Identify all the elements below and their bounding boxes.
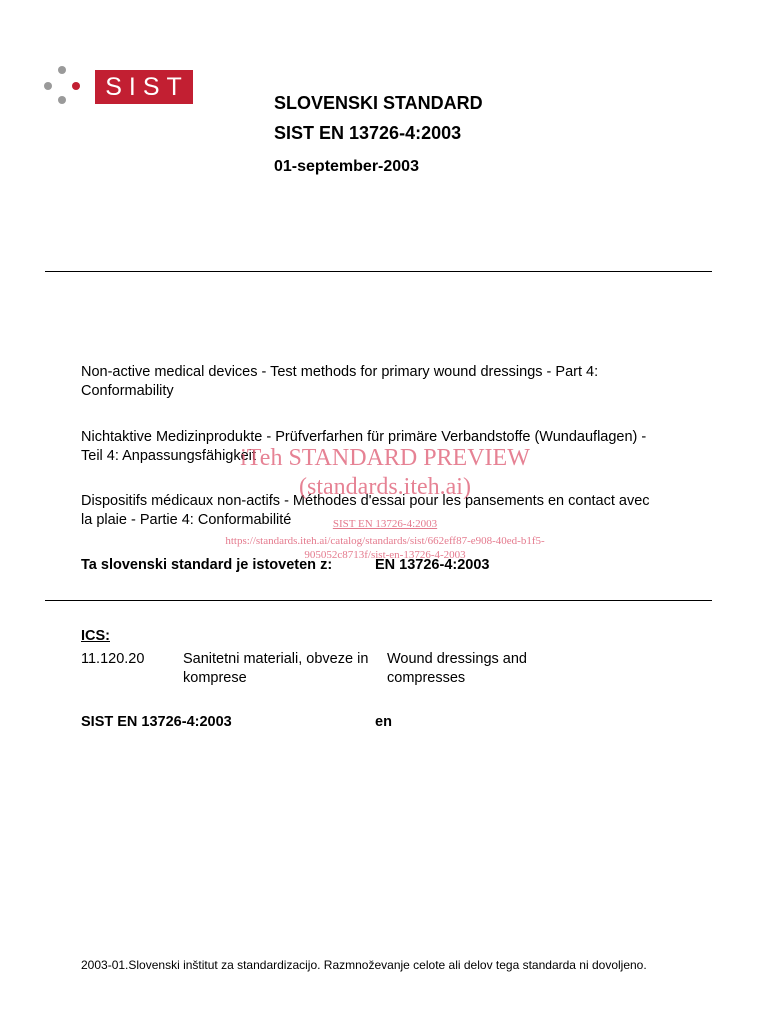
watermark-url: https://standards.iteh.ai/catalog/standards/sist/662eff87-e908-40ed-b1f5- (225, 535, 545, 547)
copyright-footer: 2003-01.Slovenski inštitut za standardizacijo. Razmnoževanje celote ali delov tega standarda ni dovoljeno. (81, 958, 647, 972)
sist-logo (95, 70, 193, 104)
watermark-link[interactable]: SIST EN 13726-4:2003 (332, 518, 438, 530)
title-english (81, 363, 681, 401)
divider-top (45, 271, 712, 272)
publication-date: 01-september-2003 (274, 158, 419, 175)
title-german-line: Teil 4: Anpassungsfähigkeit (81, 448, 256, 464)
ics-sl-line: komprese (183, 670, 247, 686)
ics-description-slovenian (183, 650, 368, 688)
identical-label: Ta slovenski standard je istoveten z: (81, 557, 333, 573)
logo-dot (58, 66, 66, 74)
ics-label: ICS: (81, 628, 110, 644)
sist-logo-dots (44, 66, 80, 106)
logo-dot (58, 96, 66, 104)
ics-sl-line: Sanitetni materiali, obveze in (183, 651, 369, 667)
title-german-line: Nichtaktive Medizinprodukte - Prüfverfarhen für primäre Verbandstoffe (Wundauflagen) - (81, 429, 647, 445)
logo-dot (72, 82, 80, 90)
watermark-preview: iTeh STANDARD PREVIEW (240, 445, 530, 471)
logo-text: SIST (105, 73, 189, 101)
ics-description-english (387, 650, 527, 688)
logo-dot (44, 82, 52, 90)
standard-heading: SLOVENSKI STANDARD (274, 93, 483, 113)
title-english-line: Conformability (81, 383, 174, 399)
divider-middle (45, 600, 712, 601)
ics-en-line: compresses (387, 670, 466, 686)
standard-number: SIST EN 13726-4:2003 (274, 123, 462, 143)
watermark-site: (standards.iteh.ai) (299, 474, 471, 500)
identical-value: EN 13726-4:2003 (375, 557, 490, 573)
ics-code: 11.120.20 (81, 651, 145, 667)
title-french-line: Dispositifs médicaux non-actifs - Méthodes d'essai pour les pansements en contact avec (81, 493, 650, 509)
bottom-language: en (375, 714, 392, 730)
title-french-line: la plaie - Partie 4: Conformabilité (81, 512, 292, 528)
ics-en-line: Wound dressings and (387, 651, 527, 667)
title-english-line: Non-active medical devices - Test methods for primary wound dressings - Part 4: (81, 364, 599, 380)
watermark-url-cont: 905052c8713f/sist-en-13726-4-2003 (304, 549, 466, 561)
bottom-standard-code: SIST EN 13726-4:2003 (81, 714, 232, 730)
